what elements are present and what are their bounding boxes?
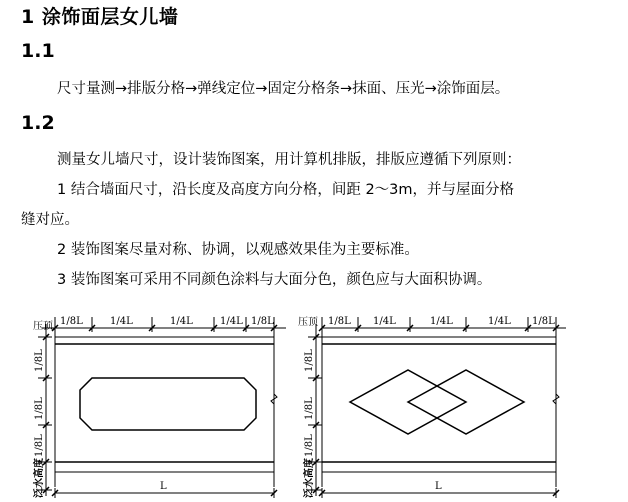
right-top-dim-2: 1/4L	[373, 316, 396, 327]
right-side-dim-2: 1/8L	[304, 397, 315, 420]
section-number-1-1: 1.1	[21, 40, 55, 62]
right-parapet-drawing	[308, 317, 566, 498]
right-length-label: L	[435, 481, 442, 492]
right-top-dim-4: 1/4L	[488, 316, 511, 327]
rule-1-line-2: 缝对应。	[21, 212, 79, 228]
process-text: 尺寸量测→排版分格→弹线定位→固定分格条→抹面、压光→涂饰面层。	[57, 81, 510, 97]
left-top-dim-4: 1/4L	[220, 316, 243, 327]
right-top-dim-3: 1/4L	[430, 316, 453, 327]
parapet-drawings	[0, 300, 628, 502]
rule-1-line-1: 1 结合墙面尺寸，沿长度及高度方向分格，间距 2～3m，并与屋面分格	[57, 182, 515, 198]
left-length-label: L	[160, 481, 167, 492]
left-side-dim-1: 1/8L	[34, 349, 45, 372]
rule-2: 2 装饰图案尽量对称、协调，以观感效果佳为主要标准。	[57, 242, 419, 258]
section-heading: 1 涂饰面层女儿墙	[21, 6, 179, 28]
right-flashing-label: 泛水高度	[304, 458, 315, 498]
right-top-dim-1: 1/8L	[328, 316, 351, 327]
left-parapet-drawing	[38, 317, 286, 498]
right-top-dim-5: 1/8L	[532, 316, 555, 327]
rule-3: 3 装饰图案可采用不同颜色涂料与大面分色，颜色应与大面积协调。	[57, 272, 492, 288]
left-top-dim-3: 1/4L	[170, 316, 193, 327]
right-coping-label: 压顶	[298, 317, 318, 328]
left-flashing-label: 泛水高度	[34, 458, 45, 498]
right-side-dim-3: 1/8L	[304, 434, 315, 457]
left-top-dim-1: 1/8L	[60, 316, 83, 327]
intro-paragraph: 测量女儿墙尺寸，设计装饰图案，用计算机排版，排版应遵循下列原则：	[57, 152, 521, 168]
right-side-dim-1: 1/8L	[304, 349, 315, 372]
left-coping-label: 压顶	[33, 321, 53, 332]
section-number-1-2: 1.2	[21, 112, 55, 134]
left-side-dim-3: 1/8L	[34, 434, 45, 457]
left-top-dim-5: 1/8L	[251, 316, 274, 327]
left-side-dim-2: 1/8L	[34, 397, 45, 420]
left-top-dim-2: 1/4L	[110, 316, 133, 327]
